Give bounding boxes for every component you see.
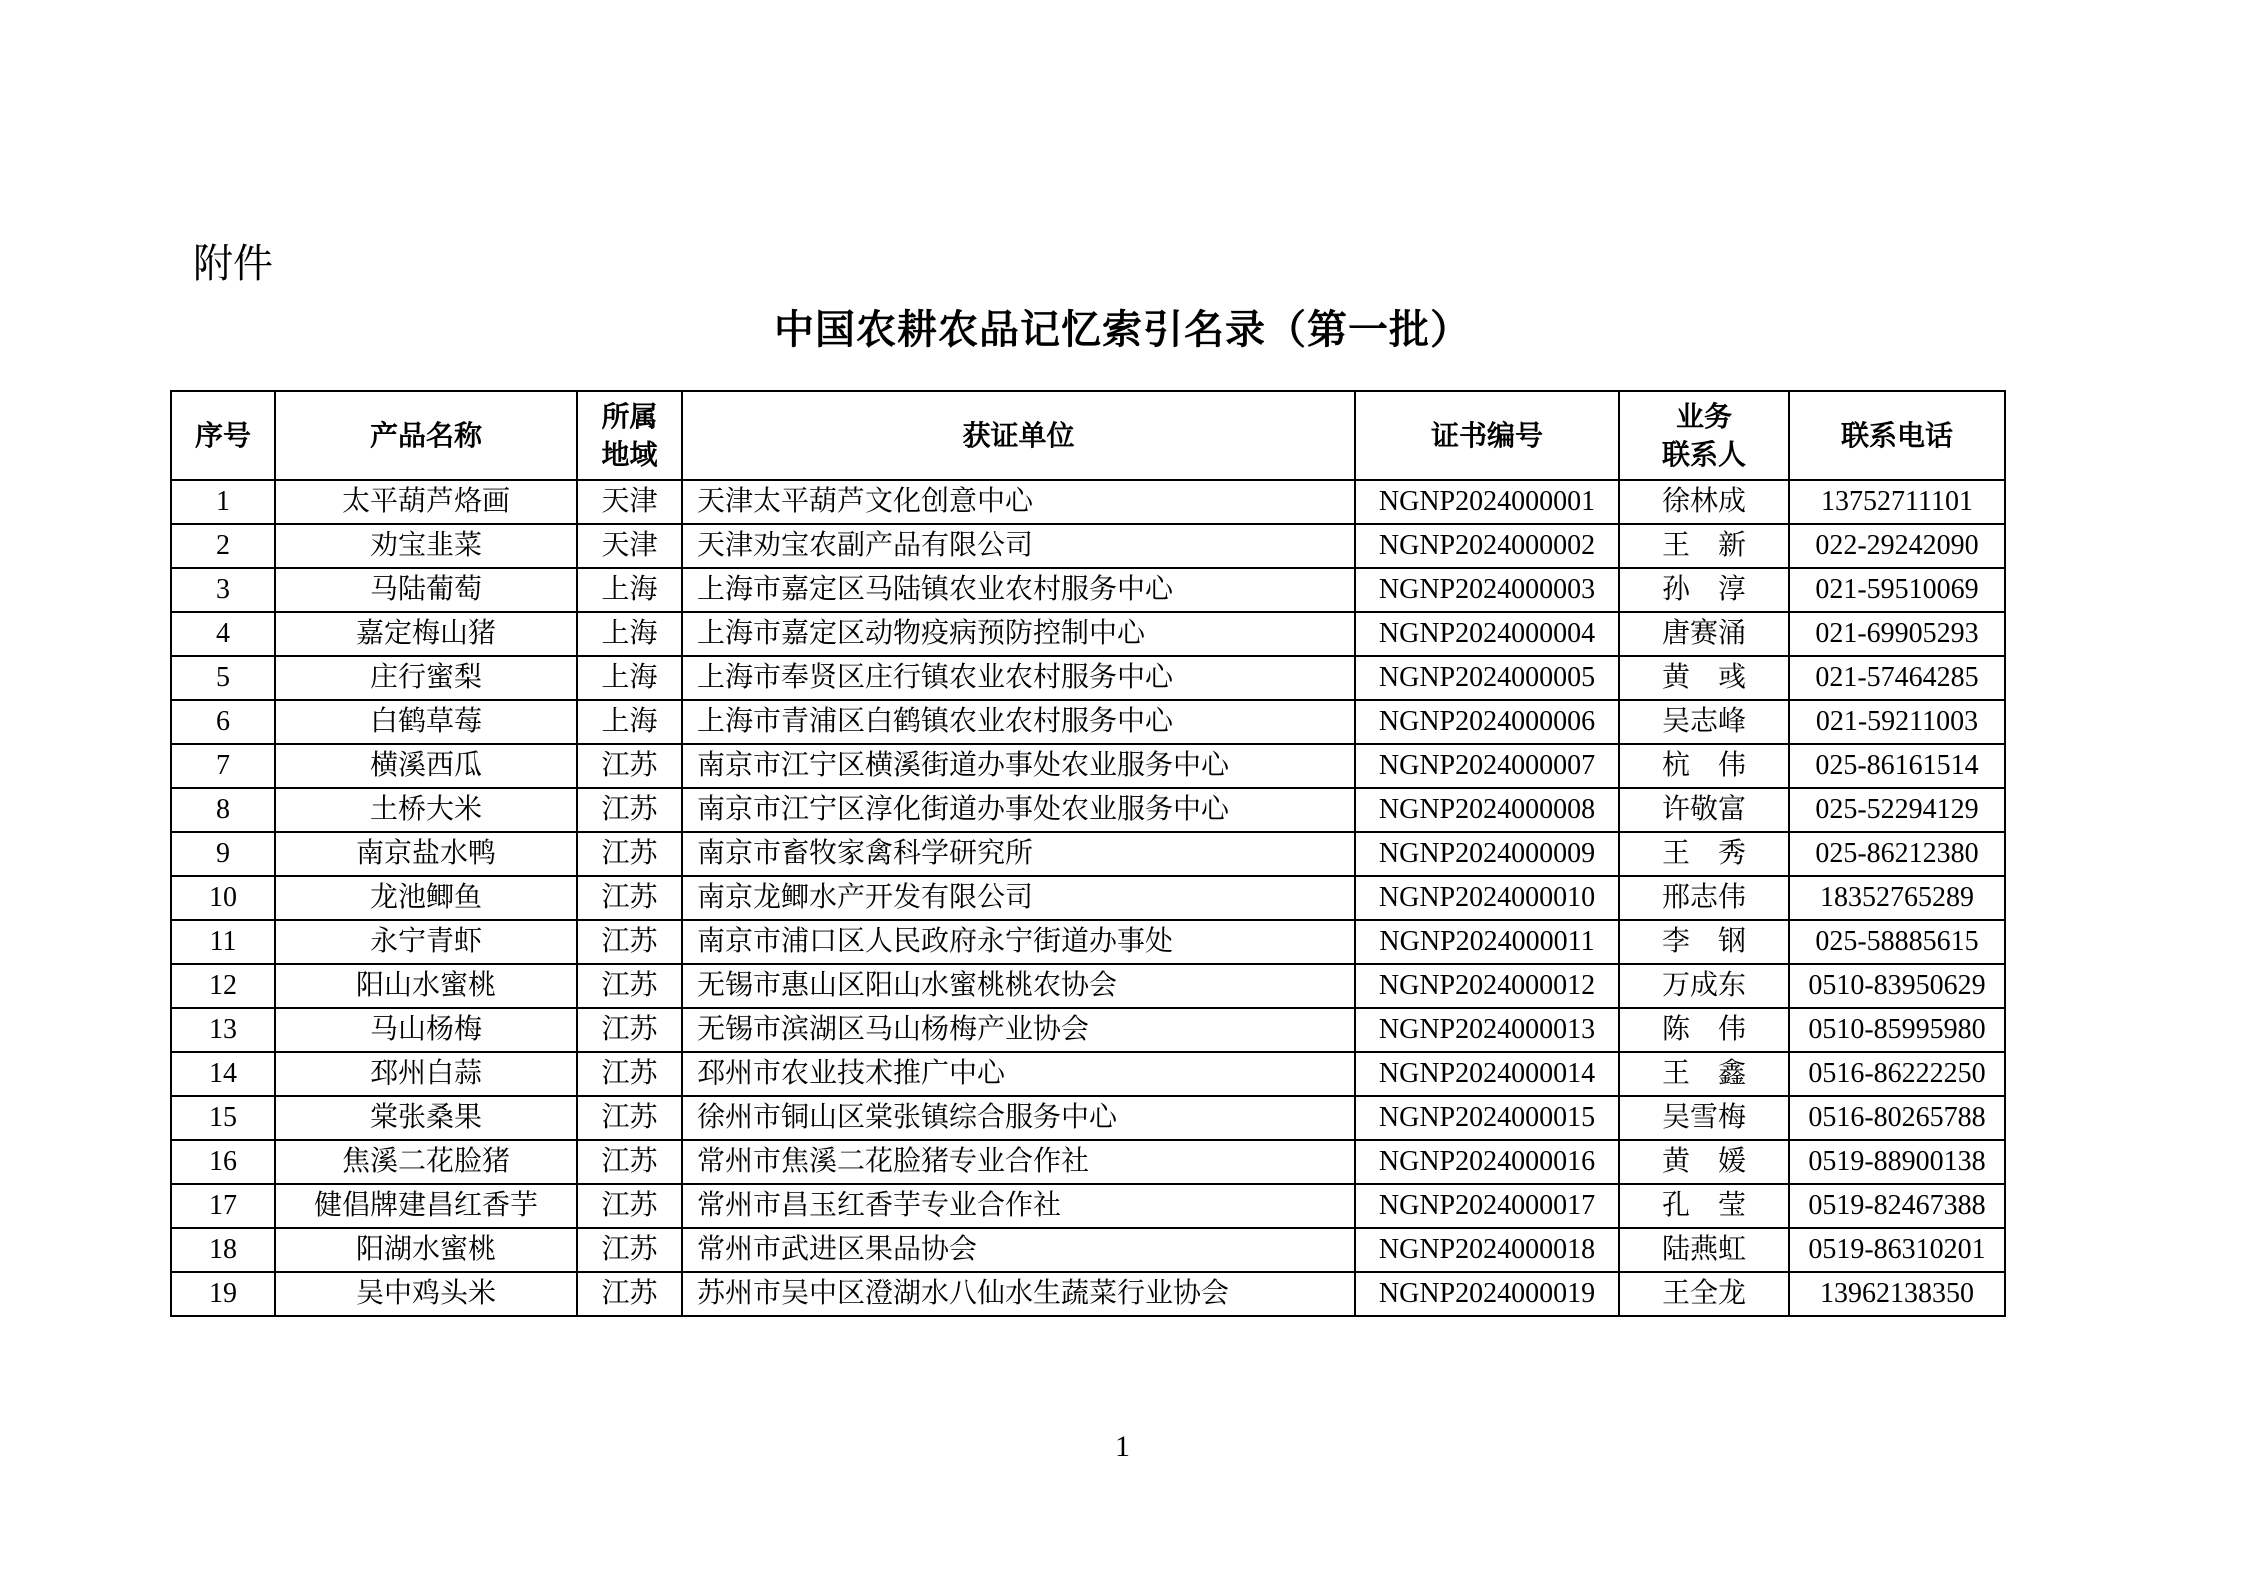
header-region	[577, 391, 682, 480]
cell-seq: 14	[171, 1052, 275, 1096]
cell-certificate-number: NGNP2024000003	[1355, 568, 1619, 612]
table-row	[171, 568, 2005, 612]
cell-seq: 6	[171, 700, 275, 744]
cell-contact-person: 王全龙	[1619, 1272, 1789, 1316]
cell-phone: 021-57464285	[1789, 656, 2005, 700]
cell-contact-person: 陈 伟	[1619, 1008, 1789, 1052]
table-row	[171, 1052, 2005, 1096]
cell-phone: 022-29242090	[1789, 524, 2005, 568]
cell-contact-person: 杭 伟	[1619, 744, 1789, 788]
cell-certificate-number: NGNP2024000017	[1355, 1184, 1619, 1228]
table-row	[171, 1008, 2005, 1052]
cell-product-name: 马山杨梅	[275, 1008, 577, 1052]
attachment-label: 附件	[193, 241, 273, 287]
cell-certified-unit: 上海市奉贤区庄行镇农业农村服务中心	[682, 656, 1355, 700]
cell-region: 江苏	[577, 1140, 682, 1184]
cell-product-name: 永宁青虾	[275, 920, 577, 964]
cell-phone: 025-86161514	[1789, 744, 2005, 788]
cell-region: 江苏	[577, 920, 682, 964]
cell-product-name: 白鹤草莓	[275, 700, 577, 744]
cell-seq: 11	[171, 920, 275, 964]
header-certified-unit: 获证单位	[682, 391, 1355, 480]
cell-certificate-number: NGNP2024000016	[1355, 1140, 1619, 1184]
cell-region: 江苏	[577, 1052, 682, 1096]
cell-region: 江苏	[577, 1272, 682, 1316]
header-row	[171, 391, 2005, 480]
cell-product-name: 健倡牌建昌红香芋	[275, 1184, 577, 1228]
cell-certified-unit: 常州市武进区果品协会	[682, 1228, 1355, 1272]
cell-contact-person: 李 钢	[1619, 920, 1789, 964]
cell-seq: 8	[171, 788, 275, 832]
cell-certificate-number: NGNP2024000018	[1355, 1228, 1619, 1272]
cell-certified-unit: 上海市青浦区白鹤镇农业农村服务中心	[682, 700, 1355, 744]
cell-region: 江苏	[577, 964, 682, 1008]
cell-certificate-number: NGNP2024000001	[1355, 480, 1619, 524]
cell-certificate-number: NGNP2024000005	[1355, 656, 1619, 700]
cell-seq: 5	[171, 656, 275, 700]
cell-certificate-number: NGNP2024000004	[1355, 612, 1619, 656]
cell-region: 江苏	[577, 876, 682, 920]
cell-certificate-number: NGNP2024000012	[1355, 964, 1619, 1008]
cell-certificate-number: NGNP2024000008	[1355, 788, 1619, 832]
cell-certificate-number: NGNP2024000006	[1355, 700, 1619, 744]
table-row	[171, 1228, 2005, 1272]
cell-product-name: 龙池鲫鱼	[275, 876, 577, 920]
cell-region: 江苏	[577, 1096, 682, 1140]
table-row	[171, 964, 2005, 1008]
page-number: 1	[1115, 1430, 1130, 1463]
cell-contact-person: 吴志峰	[1619, 700, 1789, 744]
cell-certificate-number: NGNP2024000013	[1355, 1008, 1619, 1052]
table-body	[171, 480, 2005, 1316]
table-header	[171, 391, 2005, 480]
cell-region: 上海	[577, 700, 682, 744]
cell-phone: 13752711101	[1789, 480, 2005, 524]
cell-product-name: 阳湖水蜜桃	[275, 1228, 577, 1272]
cell-contact-person: 吴雪梅	[1619, 1096, 1789, 1140]
cell-seq: 16	[171, 1140, 275, 1184]
cell-seq: 9	[171, 832, 275, 876]
cell-contact-person: 许敬富	[1619, 788, 1789, 832]
table-row	[171, 480, 2005, 524]
cell-phone: 0519-86310201	[1789, 1228, 2005, 1272]
cell-phone: 021-69905293	[1789, 612, 2005, 656]
cell-product-name: 马陆葡萄	[275, 568, 577, 612]
table-row	[171, 612, 2005, 656]
cell-certificate-number: NGNP2024000019	[1355, 1272, 1619, 1316]
cell-certified-unit: 南京龙鲫水产开发有限公司	[682, 876, 1355, 920]
cell-contact-person: 王 鑫	[1619, 1052, 1789, 1096]
cell-region: 上海	[577, 568, 682, 612]
cell-product-name: 横溪西瓜	[275, 744, 577, 788]
table-row	[171, 700, 2005, 744]
table-row	[171, 1184, 2005, 1228]
table-row	[171, 1096, 2005, 1140]
cell-certificate-number: NGNP2024000007	[1355, 744, 1619, 788]
cell-certified-unit: 天津太平葫芦文化创意中心	[682, 480, 1355, 524]
cell-certified-unit: 天津劝宝农副产品有限公司	[682, 524, 1355, 568]
cell-seq: 10	[171, 876, 275, 920]
cell-contact-person: 黄 彧	[1619, 656, 1789, 700]
cell-seq: 12	[171, 964, 275, 1008]
table-row	[171, 656, 2005, 700]
header-phone: 联系电话	[1789, 391, 2005, 480]
document-title: 中国农耕农品记忆索引名录（第一批）	[774, 306, 1471, 353]
cell-phone: 13962138350	[1789, 1272, 2005, 1316]
cell-certified-unit: 无锡市滨湖区马山杨梅产业协会	[682, 1008, 1355, 1052]
cell-contact-person: 孔 莹	[1619, 1184, 1789, 1228]
cell-phone: 025-86212380	[1789, 832, 2005, 876]
cell-certified-unit: 徐州市铜山区棠张镇综合服务中心	[682, 1096, 1355, 1140]
table-row	[171, 1272, 2005, 1316]
header-product-name: 产品名称	[275, 391, 577, 480]
cell-certificate-number: NGNP2024000002	[1355, 524, 1619, 568]
cell-region: 江苏	[577, 1228, 682, 1272]
cell-product-name: 太平葫芦烙画	[275, 480, 577, 524]
cell-region: 江苏	[577, 744, 682, 788]
cell-product-name: 南京盐水鸭	[275, 832, 577, 876]
cell-certified-unit: 南京市畜牧家禽科学研究所	[682, 832, 1355, 876]
cell-product-name: 劝宝韭菜	[275, 524, 577, 568]
cell-seq: 17	[171, 1184, 275, 1228]
cell-certified-unit: 上海市嘉定区马陆镇农业农村服务中心	[682, 568, 1355, 612]
table-row	[171, 1140, 2005, 1184]
cell-region: 上海	[577, 612, 682, 656]
cell-phone: 0516-80265788	[1789, 1096, 2005, 1140]
header-contact-person	[1619, 391, 1789, 480]
cell-contact-person: 王 秀	[1619, 832, 1789, 876]
cell-certified-unit: 常州市昌玉红香芋专业合作社	[682, 1184, 1355, 1228]
cell-seq: 19	[171, 1272, 275, 1316]
cell-seq: 13	[171, 1008, 275, 1052]
cell-certificate-number: NGNP2024000010	[1355, 876, 1619, 920]
cell-region: 天津	[577, 480, 682, 524]
cell-contact-person: 王 新	[1619, 524, 1789, 568]
cell-certified-unit: 常州市焦溪二花脸猪专业合作社	[682, 1140, 1355, 1184]
cell-certificate-number: NGNP2024000011	[1355, 920, 1619, 964]
cell-region: 江苏	[577, 1184, 682, 1228]
cell-contact-person: 唐赛涌	[1619, 612, 1789, 656]
cell-phone: 0516-86222250	[1789, 1052, 2005, 1096]
cell-product-name: 土桥大米	[275, 788, 577, 832]
cell-phone: 0519-88900138	[1789, 1140, 2005, 1184]
cell-phone: 025-52294129	[1789, 788, 2005, 832]
cell-seq: 2	[171, 524, 275, 568]
cell-region: 江苏	[577, 832, 682, 876]
cell-seq: 3	[171, 568, 275, 612]
cell-contact-person: 邢志伟	[1619, 876, 1789, 920]
table-row	[171, 744, 2005, 788]
cell-certified-unit: 南京市江宁区淳化街道办事处农业服务中心	[682, 788, 1355, 832]
cell-phone: 18352765289	[1789, 876, 2005, 920]
cell-contact-person: 万成东	[1619, 964, 1789, 1008]
header-contact-line2: 联系人	[1661, 437, 1746, 471]
cell-phone: 0510-83950629	[1789, 964, 2005, 1008]
header-contact-line1: 业务	[1675, 399, 1732, 433]
cell-certified-unit: 邳州市农业技术推广中心	[682, 1052, 1355, 1096]
cell-product-name: 棠张桑果	[275, 1096, 577, 1140]
cell-certificate-number: NGNP2024000014	[1355, 1052, 1619, 1096]
cell-seq: 4	[171, 612, 275, 656]
cell-certified-unit: 苏州市吴中区澄湖水八仙水生蔬菜行业协会	[682, 1272, 1355, 1316]
table-row	[171, 524, 2005, 568]
table-row	[171, 876, 2005, 920]
cell-phone: 0510-85995980	[1789, 1008, 2005, 1052]
table-row	[171, 920, 2005, 964]
cell-certified-unit: 无锡市惠山区阳山水蜜桃桃农协会	[682, 964, 1355, 1008]
cell-contact-person: 黄 媛	[1619, 1140, 1789, 1184]
cell-seq: 1	[171, 480, 275, 524]
table-row	[171, 788, 2005, 832]
cell-phone: 0519-82467388	[1789, 1184, 2005, 1228]
cell-certificate-number: NGNP2024000009	[1355, 832, 1619, 876]
cell-product-name: 阳山水蜜桃	[275, 964, 577, 1008]
header-region-line2: 地域	[601, 437, 658, 471]
roster-table	[170, 390, 2006, 1317]
cell-product-name: 焦溪二花脸猪	[275, 1140, 577, 1184]
cell-product-name: 吴中鸡头米	[275, 1272, 577, 1316]
cell-region: 江苏	[577, 788, 682, 832]
cell-product-name: 嘉定梅山猪	[275, 612, 577, 656]
header-seq: 序号	[171, 391, 275, 480]
cell-certified-unit: 南京市江宁区横溪街道办事处农业服务中心	[682, 744, 1355, 788]
cell-phone: 021-59510069	[1789, 568, 2005, 612]
cell-contact-person: 徐林成	[1619, 480, 1789, 524]
cell-seq: 7	[171, 744, 275, 788]
cell-certificate-number: NGNP2024000015	[1355, 1096, 1619, 1140]
cell-product-name: 邳州白蒜	[275, 1052, 577, 1096]
cell-region: 上海	[577, 656, 682, 700]
cell-region: 江苏	[577, 1008, 682, 1052]
cell-contact-person: 孙 淳	[1619, 568, 1789, 612]
cell-contact-person: 陆燕虹	[1619, 1228, 1789, 1272]
header-certificate-number: 证书编号	[1355, 391, 1619, 480]
cell-product-name: 庄行蜜梨	[275, 656, 577, 700]
cell-phone: 021-59211003	[1789, 700, 2005, 744]
header-region-line1: 所属	[601, 399, 658, 433]
cell-certified-unit: 上海市嘉定区动物疫病预防控制中心	[682, 612, 1355, 656]
cell-seq: 15	[171, 1096, 275, 1140]
cell-certified-unit: 南京市浦口区人民政府永宁街道办事处	[682, 920, 1355, 964]
table-row	[171, 832, 2005, 876]
cell-phone: 025-58885615	[1789, 920, 2005, 964]
cell-region: 天津	[577, 524, 682, 568]
cell-seq: 18	[171, 1228, 275, 1272]
